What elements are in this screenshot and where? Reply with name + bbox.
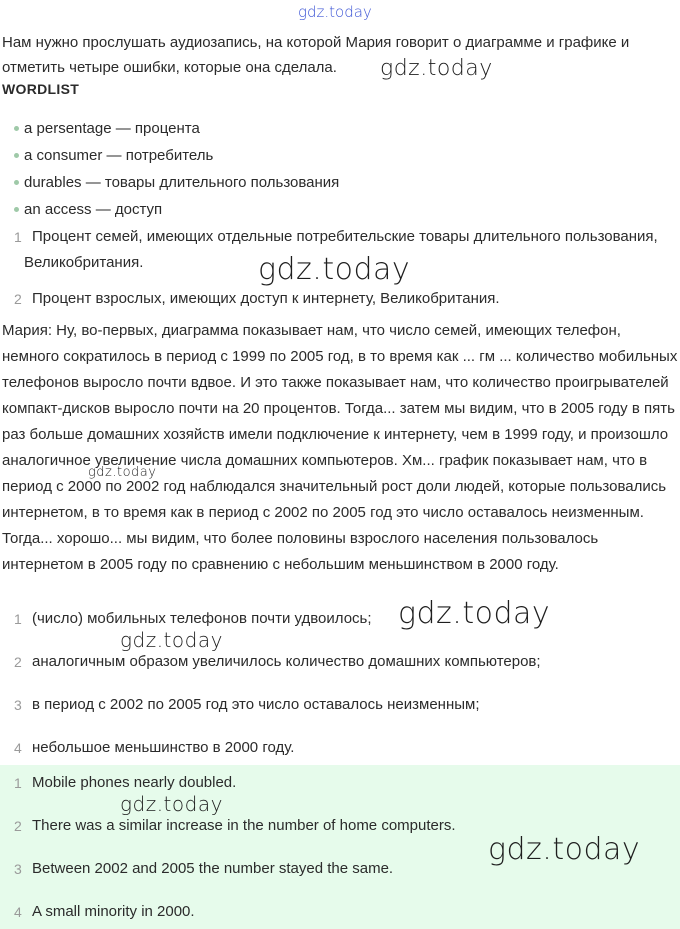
watermark-top: gdz.today xyxy=(298,3,372,21)
watermark: gdz.today xyxy=(120,628,223,652)
figure-caption xyxy=(0,286,670,312)
wordlist-item xyxy=(14,117,200,141)
list-number: 4 xyxy=(14,904,22,920)
mistake-item xyxy=(0,735,670,761)
wordlist-item xyxy=(14,198,162,222)
wordlist-title: WORDLIST xyxy=(2,81,80,97)
answer-item xyxy=(0,770,670,796)
bullet-icon xyxy=(14,180,19,185)
wordlist-item xyxy=(14,171,339,195)
list-number: 3 xyxy=(14,861,22,877)
list-number: 2 xyxy=(14,818,22,834)
mistake-item xyxy=(0,649,670,675)
intro-text: Нам нужно прослушать аудиозапись, на которой Мария говорит о диаграмме и графике и отметить четыре ошибки, которые она сделала. xyxy=(2,34,630,76)
watermark: gdz.today xyxy=(258,252,411,287)
list-number: 2 xyxy=(14,291,22,307)
answer-text: A small minority in 2000. xyxy=(32,903,195,920)
transcript-text: Мария: Ну, во-первых, диаграмма показывает нам, что число семей, имеющих телефон, немного сократилось в период с 1999 по 2005 год, в то время как ... гм ... количество мобильных телефонов выросло почти вдвое. И это также показывает нам, что количество проигрывателей компакт-дисков выросло почти на 20 процентов. Тогда... затем мы видим, что в 2005 году в пять раз больше домашних хозяйств имели подключение к интернету, чем в 1999 году, и произошло аналогичное увеличение числа домашних компьютеров. Хм... график показывает нам, что в период с 2000 по 2002 год наблюдался значительный рост доли людей, которые пользовались интернетом, в то время как в период с 2002 по 2005 год это число оставалось неизменным. Тогда... хорошо... мы видим, что более половины взрослого населения пользовалось интернетом в 2005 году по сравнению с небольшим меньшинством в 2000 году. xyxy=(2,322,678,573)
answer-text: Mobile phones nearly doubled. xyxy=(32,774,237,791)
answer-item xyxy=(0,899,670,925)
watermark: gdz.today xyxy=(120,792,223,816)
mistake-item xyxy=(0,606,670,632)
bullet-icon xyxy=(14,207,19,212)
list-number: 1 xyxy=(14,775,22,791)
watermark: gdz.today xyxy=(398,596,551,631)
wordlist-item-text: durables — товары длительного пользования xyxy=(24,174,340,191)
list-number: 1 xyxy=(14,611,22,627)
answer-text: There was a similar increase in the number of home computers. xyxy=(32,817,456,834)
mistake-text: (число) мобильных телефонов почти удвоилось; xyxy=(32,610,372,627)
wordlist-item xyxy=(14,144,213,168)
wordlist-item-text: an access — доступ xyxy=(24,201,163,218)
watermark: gdz.today xyxy=(380,56,493,81)
figure-caption-text: Процент семей, имеющих отдельные потребительские товары длительного пользования, Великобритания. xyxy=(24,228,658,271)
mistake-text: небольшое меньшинство в 2000 году. xyxy=(32,739,295,756)
wordlist-item-text: a consumer — потребитель xyxy=(24,147,214,164)
bullet-icon xyxy=(14,126,19,131)
mistake-text: в период с 2002 по 2005 год это число оставалось неизменным; xyxy=(32,696,480,713)
mistake-item xyxy=(0,692,670,718)
list-number: 4 xyxy=(14,740,22,756)
list-number: 3 xyxy=(14,697,22,713)
list-number: 1 xyxy=(14,229,22,245)
watermark: gdz.today xyxy=(88,465,157,480)
figure-caption-text: Процент взрослых, имеющих доступ к интернету, Великобритания. xyxy=(32,290,500,307)
list-number: 2 xyxy=(14,654,22,670)
answer-text: Between 2002 and 2005 the number stayed the same. xyxy=(32,860,394,877)
watermark: gdz.today xyxy=(488,832,641,867)
bullet-icon xyxy=(14,153,19,158)
wordlist-item-text: a persentage — процента xyxy=(24,120,200,137)
mistake-text: аналогичным образом увеличилось количество домашних компьютеров; xyxy=(32,653,541,670)
